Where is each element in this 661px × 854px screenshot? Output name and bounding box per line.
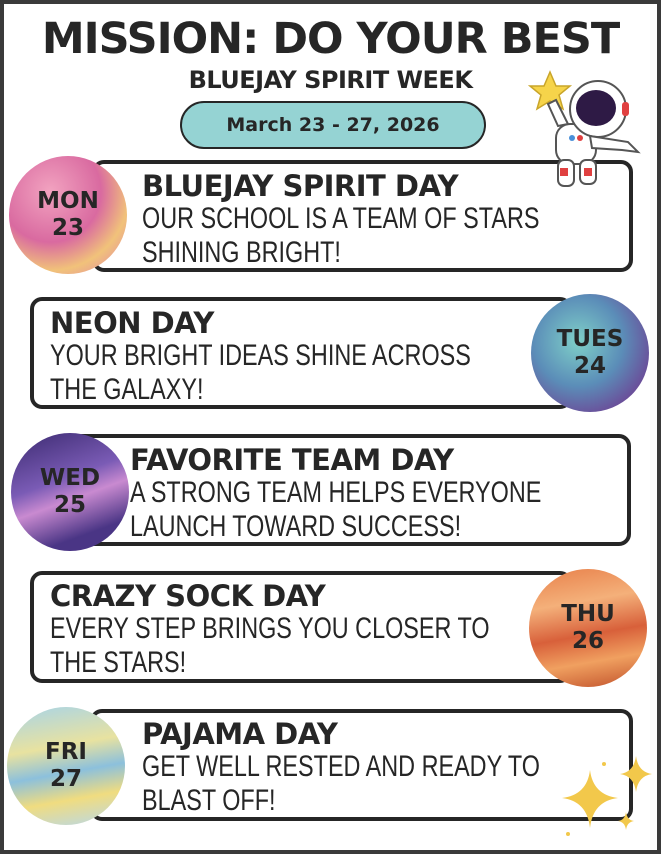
flyer-subtitle: BLUEJAY SPIRIT WEEK xyxy=(188,66,473,94)
day-line-1: YOUR BRIGHT IDEAS SHINE ACROSS xyxy=(50,339,471,372)
day-badge-wed xyxy=(11,433,129,551)
date-label: 25 xyxy=(53,492,86,518)
date-range-badge: March 23 - 27, 2026 xyxy=(180,101,486,149)
day-title: BLUEJAY SPIRIT DAY xyxy=(142,169,459,203)
day-title: NEON DAY xyxy=(50,306,214,340)
day-line-1: EVERY STEP BRINGS YOU CLOSER TO xyxy=(50,612,490,645)
day-line-1: A STRONG TEAM HELPS EVERYONE xyxy=(130,476,542,509)
day-label: FRI xyxy=(45,739,87,765)
day-label: WED xyxy=(39,465,101,491)
day-badge-fri xyxy=(7,707,125,825)
day-title: FAVORITE TEAM DAY xyxy=(130,443,454,477)
date-label: 26 xyxy=(571,628,604,654)
day-label: TUES xyxy=(556,326,624,352)
astronaut-icon xyxy=(528,64,648,194)
sparkles-icon xyxy=(560,750,655,845)
day-label: MON xyxy=(37,188,99,214)
day-line-2: BLAST OFF! xyxy=(142,784,276,817)
date-label: 24 xyxy=(573,353,606,379)
day-line-2: THE GALAXY! xyxy=(50,373,204,406)
day-line-1: OUR SCHOOL IS A TEAM OF STARS xyxy=(142,202,540,235)
day-text-tues xyxy=(50,307,610,407)
date-label: 23 xyxy=(51,215,84,241)
day-title: PAJAMA DAY xyxy=(142,717,338,751)
day-badge-mon xyxy=(9,156,127,274)
day-text-wed xyxy=(130,444,661,544)
day-label: THU xyxy=(561,601,615,627)
day-title: CRAZY SOCK DAY xyxy=(50,579,326,613)
day-line-2: THE STARS! xyxy=(50,646,187,679)
day-line-2: SHINING BRIGHT! xyxy=(142,236,341,269)
date-label: 27 xyxy=(49,766,82,792)
day-line-2: LAUNCH TOWARD SUCCESS! xyxy=(130,510,462,543)
day-text-thu xyxy=(50,580,610,680)
flyer-title: MISSION: DO YOUR BEST xyxy=(41,14,620,64)
day-line-1: GET WELL RESTED AND READY TO xyxy=(142,750,540,783)
